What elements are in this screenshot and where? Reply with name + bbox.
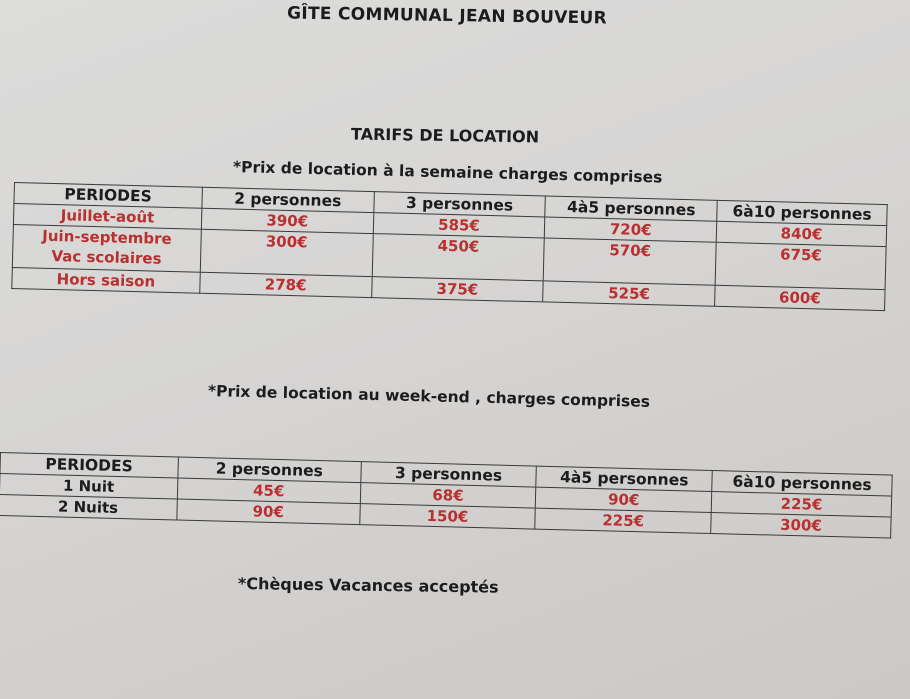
price-cell: 840€ [716, 221, 886, 246]
weekly-price-table [11, 182, 887, 311]
column-header-6a10-personnes: 6à10 personnes [717, 200, 887, 225]
price-cell: 225€ [535, 508, 711, 533]
period-cell: 1 Nuit [0, 474, 178, 499]
price-cell: 300€ [711, 513, 891, 539]
period-line-2: Vac scolaires [51, 246, 162, 268]
price-cell: 675€ [715, 242, 886, 289]
period-cell: Juillet-août [13, 204, 201, 230]
price-cell: 525€ [543, 281, 715, 306]
price-cell: 90€ [177, 499, 360, 525]
price-cell: 300€ [200, 229, 373, 276]
price-cell: 278€ [200, 272, 372, 297]
price-cell: 450€ [372, 234, 545, 281]
column-header-2-personnes: 2 personnes [178, 457, 361, 483]
column-header-4a5-personnes: 4à5 personnes [536, 466, 712, 491]
price-cell: 45€ [177, 478, 360, 504]
price-cell: 600€ [715, 285, 885, 310]
price-cell: 225€ [711, 492, 891, 518]
column-header-2-personnes: 2 personnes [202, 187, 374, 212]
period-line-1: Juin-septembre [42, 226, 172, 249]
price-cell: 570€ [544, 238, 717, 285]
price-cell: 390€ [201, 208, 373, 233]
period-cell: 2 Nuits [0, 494, 177, 519]
period-cell: Hors saison [12, 267, 200, 293]
document-title: GÎTE COMMUNAL JEAN BOUVEUR [286, 3, 608, 29]
column-header-periodes: PERIODES [14, 183, 202, 209]
column-header-periodes: PERIODES [0, 453, 178, 478]
price-cell: 720€ [545, 217, 717, 242]
weekly-subtitle: *Prix de location à la semaine charges comprises [232, 158, 663, 187]
price-cell: 90€ [536, 487, 712, 512]
footnote-cheques-vacances: *Chèques Vacances acceptés [237, 574, 499, 597]
price-cell: 585€ [373, 213, 545, 238]
column-header-3-personnes: 3 personnes [360, 462, 536, 487]
price-cell: 375€ [371, 277, 543, 302]
price-cell: 68€ [360, 483, 536, 508]
period-cell [12, 224, 201, 272]
column-header-3-personnes: 3 personnes [373, 192, 545, 217]
price-cell: 150€ [359, 504, 535, 529]
weekend-price-table [0, 452, 893, 539]
section-title: TARIFS DE LOCATION [350, 124, 540, 147]
weekend-subtitle: *Prix de location au week-end , charges comprises [207, 382, 651, 411]
column-header-6a10-personnes: 6à10 personnes [712, 471, 892, 497]
column-header-4a5-personnes: 4à5 personnes [545, 196, 717, 221]
